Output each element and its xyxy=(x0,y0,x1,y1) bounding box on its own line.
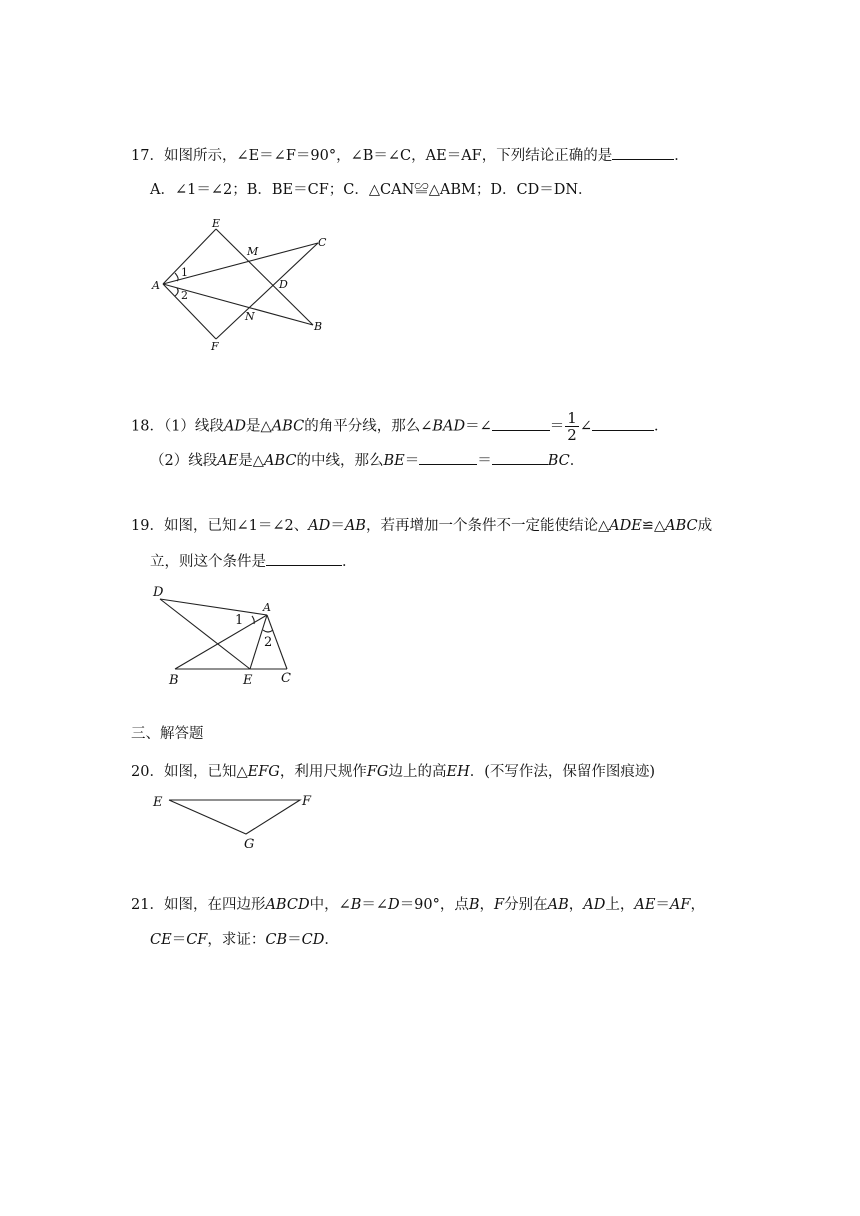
q18-part2: （2）线段AE是△ABC的中线，那么BE＝ ＝ BC． xyxy=(150,450,584,471)
q19-label-A: A xyxy=(263,601,271,614)
q17-label-M: M xyxy=(247,245,259,258)
section-heading: 三、解答题 xyxy=(131,726,204,742)
q19-label-D: D xyxy=(153,585,164,600)
q20-label-E: E xyxy=(153,795,163,810)
q17-label-2: 2 xyxy=(181,289,188,302)
q19-line1: 19．如图，已知∠1＝∠2、AD＝AB，若再增加一个条件不一定能使结论△ADE≌△ABC成 xyxy=(131,518,713,534)
q17-options: A．∠1＝∠2；B．BE＝CF；C．△CAN≌△ABM；D．CD＝DN． xyxy=(150,182,593,198)
q17-label-B: B xyxy=(314,320,323,333)
q20-label-G: G xyxy=(244,837,255,852)
q19-label-E: E xyxy=(243,673,253,688)
q17-label-F: F xyxy=(211,340,219,353)
q19-label-1: 1 xyxy=(235,613,244,628)
q17-label-D: D xyxy=(279,278,288,291)
q19-line2: 立，则这个条件是 ． xyxy=(150,551,357,572)
q17-label-1: 1 xyxy=(181,266,188,279)
q21-line1: 21．如图，在四边形ABCD中，∠B＝∠D＝90°，点B，F分别在AB，AD上，AE＝AF， xyxy=(131,897,705,913)
q21-line2: CE＝CF，求证：CB＝CD． xyxy=(150,932,339,948)
q17-label-N: N xyxy=(245,310,255,323)
q17-label-A: A xyxy=(152,279,160,292)
q17-stem: 17．如图所示，∠E＝∠F＝90°，∠B＝∠C，AE＝AF，下列结论正确的是 ． xyxy=(131,145,689,166)
q19-label-B: B xyxy=(169,673,179,688)
q17-label-E: E xyxy=(212,217,221,230)
q18-part1: 18．（1）线段AD是△ABC的角平分线，那么∠BAD＝∠ ＝ $\frac{1}{2}$ ∠ ． xyxy=(131,409,669,444)
q19-label-2: 2 xyxy=(264,635,273,650)
q20-label-F: F xyxy=(302,794,312,809)
q17-label-C: C xyxy=(318,236,327,249)
fraction-half: $\frac{1}{2}$ xyxy=(567,409,577,444)
q20-stem: 20．如图，已知△EFG，利用尺规作FG边上的高EH．(不写作法，保留作图痕迹) xyxy=(131,764,656,780)
q19-label-C: C xyxy=(281,671,291,686)
